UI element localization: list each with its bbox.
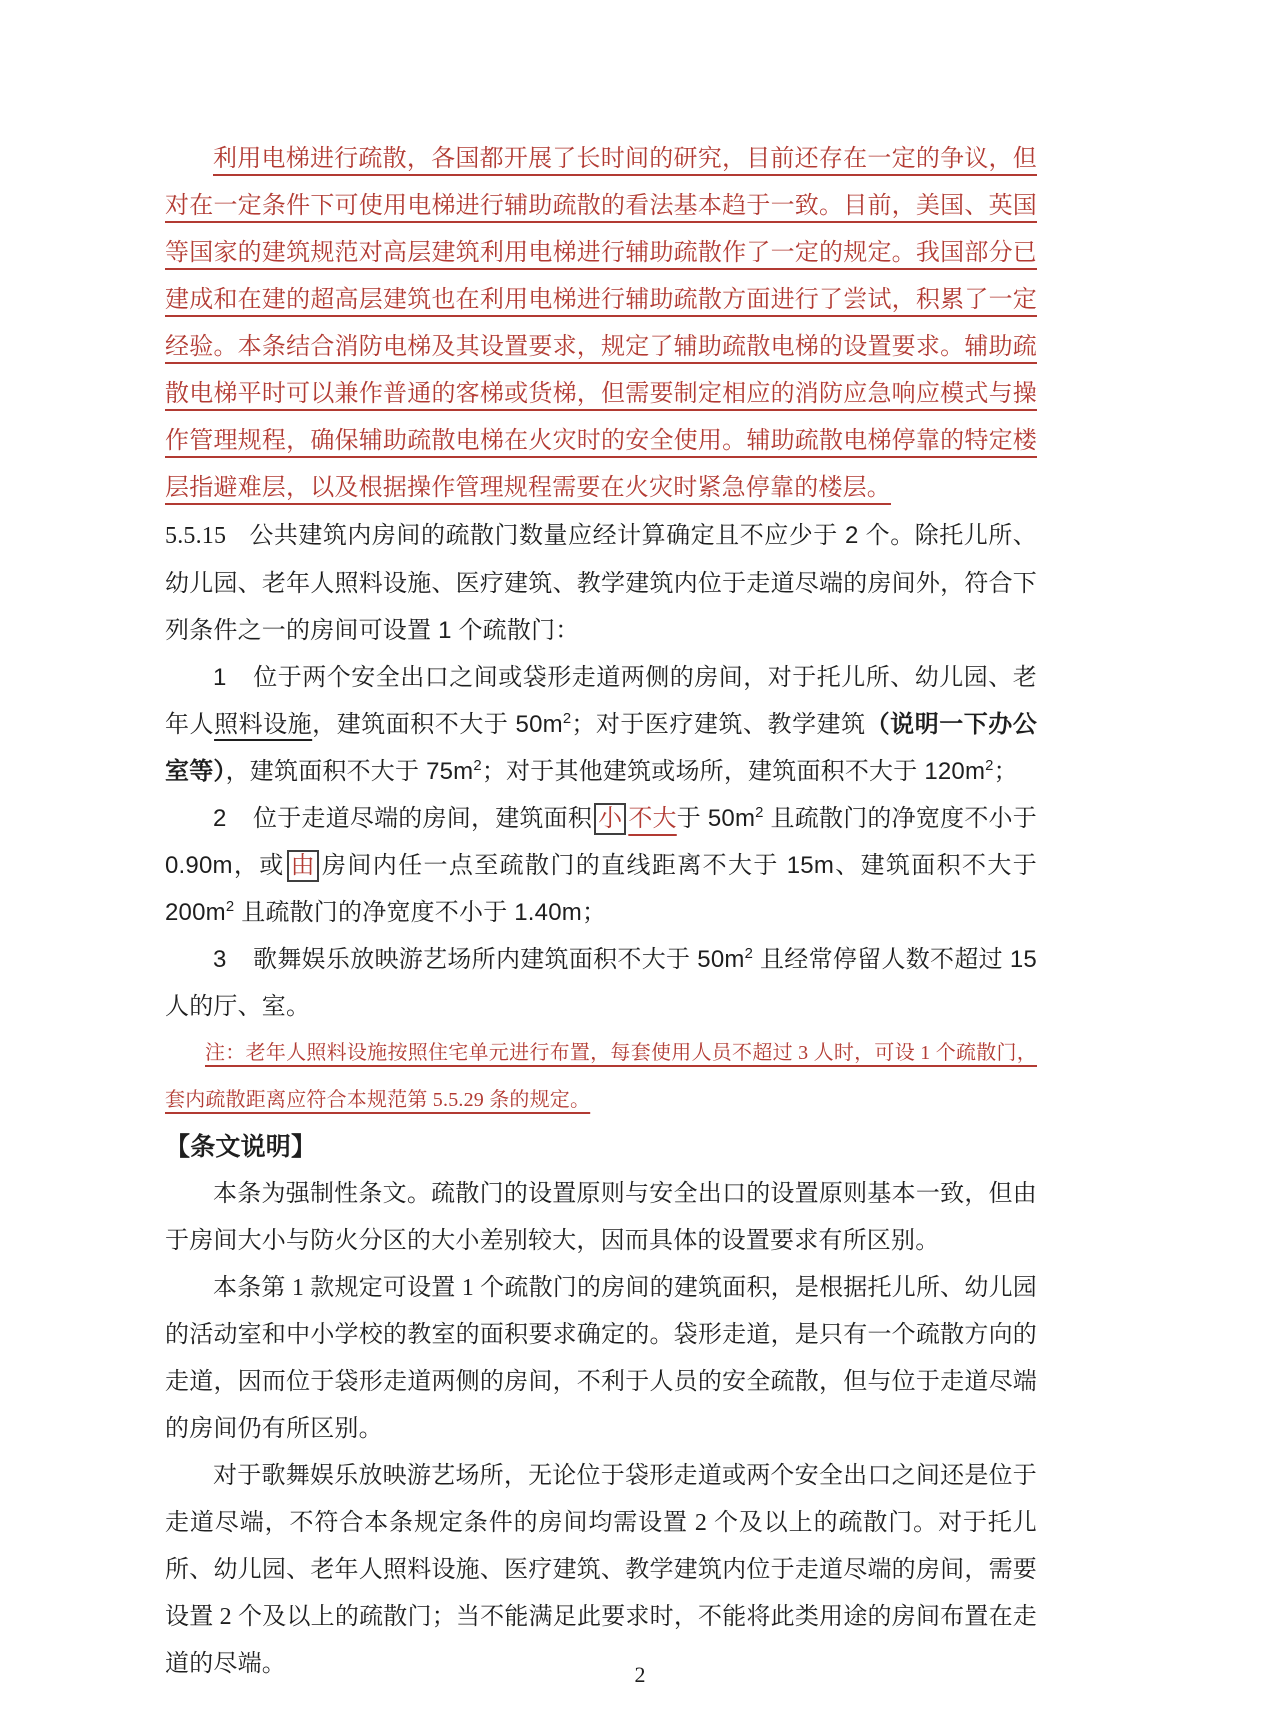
clause-item-3 — [165, 936, 1037, 1030]
page-number: 2 — [634, 1662, 646, 1687]
explanation-heading: 【条文说明】 — [165, 1133, 317, 1161]
superscript-2: 2 — [985, 758, 994, 774]
item-1-text: 位于两个安全出口之间或袋形走道两侧的房间，对于托儿所、幼儿园、老年人 — [165, 664, 1037, 738]
item-2-text: 且疏散门的净宽度不小于 1.40m； — [234, 899, 607, 926]
item-2-text: 位于走道尽端的房间，建筑面积 — [252, 805, 593, 832]
superscript-2: 2 — [562, 711, 572, 727]
item-2-text: 于 50m — [676, 805, 756, 832]
clause-item-2 — [165, 795, 1037, 936]
item-1-text: ； — [993, 758, 1018, 785]
clause-item-1 — [165, 654, 1037, 795]
item-1-number: 1 — [213, 664, 227, 691]
item-3-text: 歌舞娱乐放映游艺场所内建筑面积不大于 50m — [252, 946, 745, 973]
item-2-text: 且疏散门的净宽度不小于 0.90m，或 — [165, 805, 1037, 879]
item-1-underlined-insertion: 照料设施 — [214, 711, 313, 738]
item-2-text: 房间内任一点至疏散门的直线距离不大于 15m、建筑面积不大于 200m — [165, 852, 1037, 926]
explanation-paragraph-1: 本条为强制性条文。疏散门的设置原则与安全出口的设置原则基本一致，但由于房间大小与防火分区的大小差别较大，因而具体的设置要求有所区别。 — [165, 1181, 1037, 1254]
item-1-text: ；对于其他建筑或场所，建筑面积不大于 120m — [481, 758, 986, 785]
superscript-2: 2 — [225, 899, 235, 915]
document-page — [165, 136, 1037, 1688]
explanation-paragraph-3: 对于歌舞娱乐放映游艺场所，无论位于袋形走道或两个安全出口之间还是位于走道尽端，不符合本条规定条件的房间均需设置 2 个及以上的疏散门。对于托儿所、幼儿园、老年人照料设施、医疗建筑、教学建筑内位于走道尽端的房间，需要设置 2 个及以上的疏散门；当不能满足此要求时，不能将此类用途的房间布置在走道的尽端。 — [165, 1463, 1037, 1677]
item-1-bold-annotation: （说明一下办公室等） — [165, 711, 1037, 785]
superscript-2: 2 — [755, 805, 764, 821]
item-1-text: ，建筑面积不大于 50m — [312, 711, 563, 738]
clause-body-text: 公共建筑内房间的疏散门数量应经计算确定且不应少于 2 个。除托儿所、幼儿园、老年人照料设施、医疗建筑、教学建筑内位于走道尽端的房间外，符合下列条件之一的房间可设置 1 个疏散门： — [165, 522, 1037, 644]
explanation-paragraph-2: 本条第 1 款规定可设置 1 个疏散门的房间的建筑面积，是根据托儿所、幼儿园的活动室和中小学校的教室的面积要求确定的。袋形走道，是只有一个疏散方向的走道，因而位于袋形走道两侧的房间，不利于人员的安全疏散，但与位于走道尽端的房间仍有所区别。 — [165, 1275, 1037, 1442]
clause-5-5-15-paragraph — [165, 512, 1037, 654]
superscript-2: 2 — [473, 758, 482, 774]
commentary-top-paragraph: 利用电梯进行疏散，各国都开展了长时间的研究，目前还存在一定的争议，但对在一定条件下可使用电梯进行辅助疏散的看法基本趋于一致。目前，美国、英国等国家的建筑规范对高层建筑利用电梯进行辅助疏散作了一定的规定。我国部分已建成和在建的超高层建筑也在利用电梯进行辅助疏散方面进行了尝试，积累了一定经验。本条结合消防电梯及其设置要求，规定了辅助疏散电梯的设置要求。辅助疏散电梯平时可以兼作普通的客梯或货梯，但需要制定相应的消防应急响应模式与操作管理规程，确保辅助疏散电梯在火灾时的安全使用。辅助疏散电梯停靠的特定楼层指避难层，以及根据操作管理规程需要在火灾时紧急停靠的楼层。 — [165, 146, 1037, 501]
item-1-text: ，建筑面积不大于 75m — [225, 758, 474, 785]
item-1-text: ；对于医疗建筑、教学建筑 — [571, 711, 866, 738]
item-2-boxed-deleted-char: 小 — [594, 803, 626, 835]
item-2-red-insertion: 不大 — [628, 805, 677, 832]
item-3-number: 3 — [213, 946, 227, 973]
clause-note-paragraph: 注：老年人照料设施按照住宅单元进行布置，每套使用人员不超过 3 人时，可设 1 个疏散门，套内疏散距离应符合本规范第 5.5.29 条的规定。 — [165, 1042, 1037, 1111]
clause-number: 5.5.15 — [165, 523, 227, 549]
item-2-number: 2 — [213, 805, 227, 832]
item-3-text: 且经常停留人数不超过 15 人的厅、室。 — [165, 946, 1037, 1020]
superscript-2: 2 — [744, 946, 754, 962]
item-2-boxed-inserted-char: 由 — [287, 850, 319, 882]
